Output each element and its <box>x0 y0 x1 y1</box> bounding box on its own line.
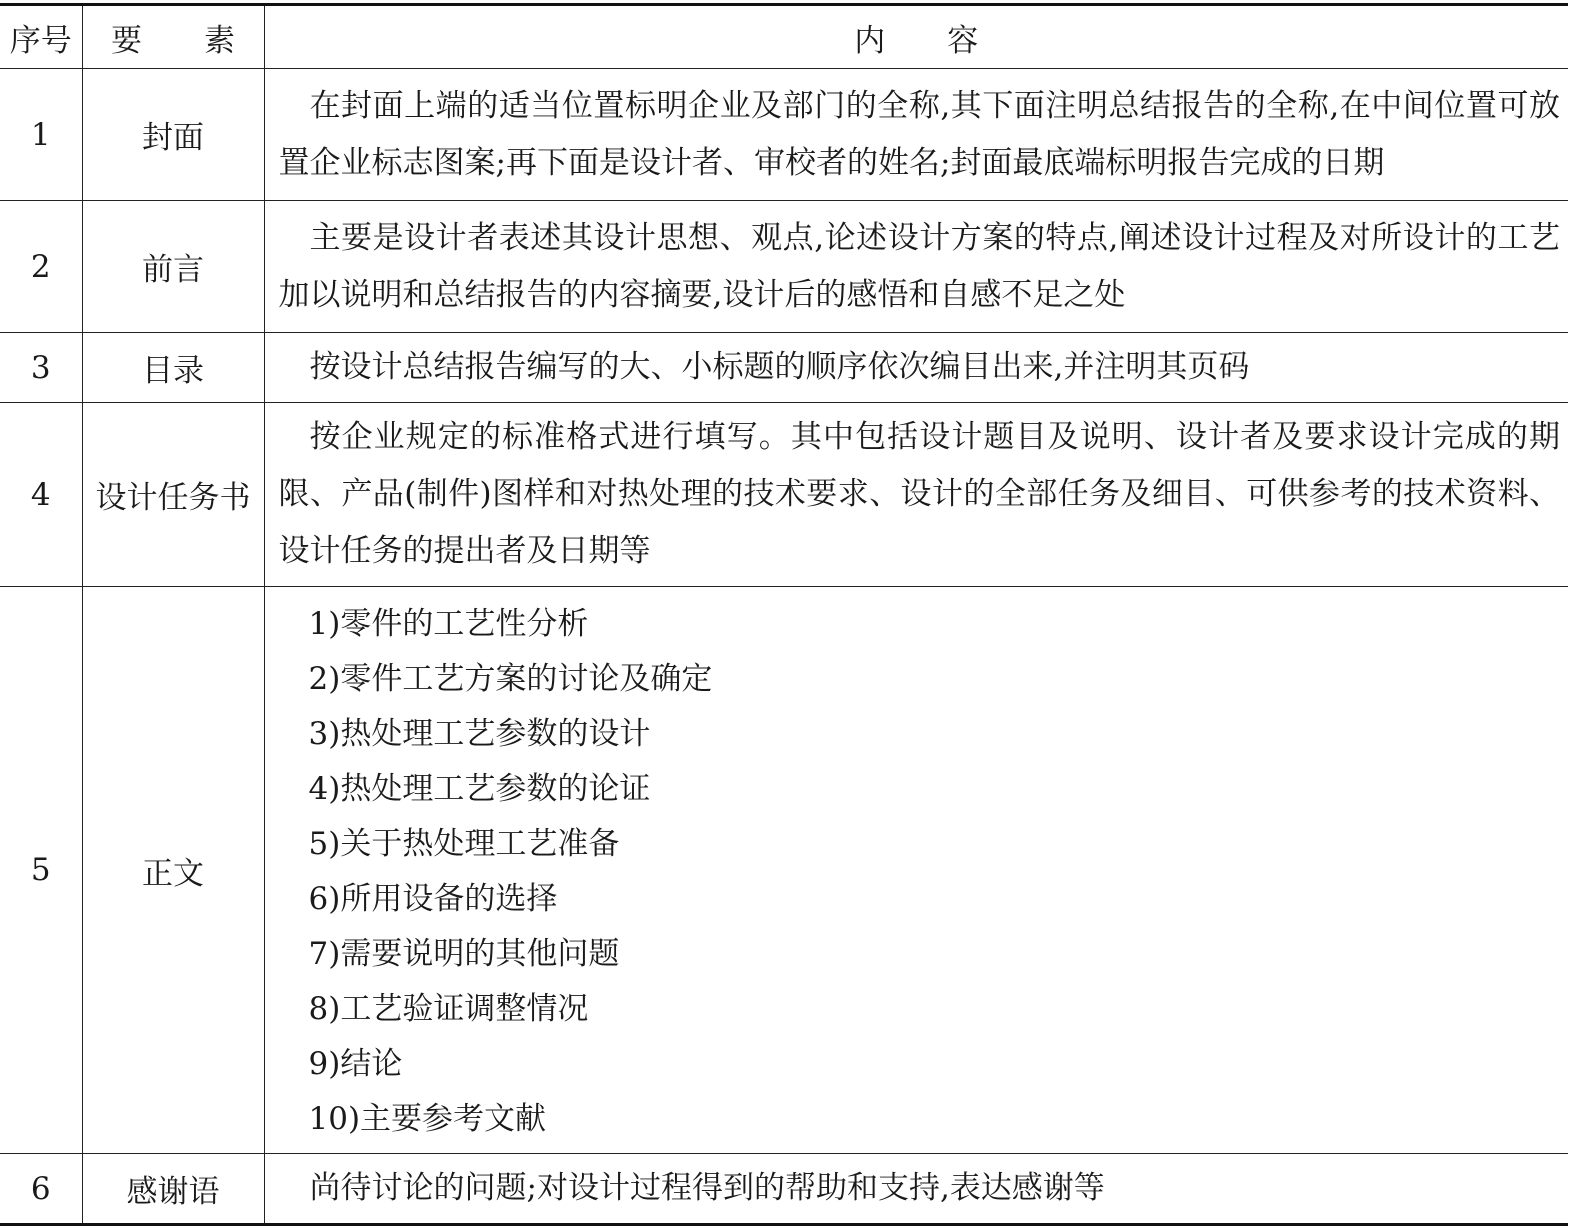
table-row <box>0 403 1568 587</box>
row-content-text: 按设计总结报告编写的大、小标题的顺序依次编目出来,并注明其页码 <box>309 349 1250 385</box>
list-item: 8)工艺验证调整情况 <box>308 991 589 1027</box>
list-item: 3)热处理工艺参数的设计 <box>308 716 651 752</box>
body-section-list <box>309 597 1561 1147</box>
list-item: 9)结论 <box>308 1046 403 1082</box>
row-content <box>264 403 1568 587</box>
row-content <box>264 69 1568 201</box>
table-row <box>0 587 1568 1154</box>
list-item: 4)热处理工艺参数的论证 <box>308 771 651 807</box>
row-content-text: 尚待讨论的问题;对设计过程得到的帮助和支持,表达感谢等 <box>309 1170 1105 1206</box>
table-body <box>0 69 1568 1225</box>
table-row <box>0 69 1568 201</box>
list-item: 1)零件的工艺性分析 <box>308 606 589 642</box>
row-element: 封面 <box>82 69 264 201</box>
table-row <box>0 201 1568 333</box>
row-content-list <box>264 587 1568 1154</box>
table-row <box>0 333 1568 403</box>
list-item: 6)所用设备的选择 <box>308 881 558 917</box>
list-item: 5)关于热处理工艺准备 <box>308 826 620 862</box>
header-content: 内 容 <box>264 5 1568 69</box>
row-element: 前言 <box>82 201 264 333</box>
row-index: 6 <box>0 1154 82 1225</box>
header-element: 要 素 <box>82 5 264 69</box>
row-content <box>264 201 1568 333</box>
report-structure-table-wrapper <box>0 3 1568 1226</box>
list-item: 7)需要说明的其他问题 <box>308 936 620 972</box>
row-content-text: 主要是设计者表述其设计思想、观点,论述设计方案的特点,阐述设计过程及对所设计的工艺加以说明和总结报告的内容摘要,设计后的感悟和自感不足之处 <box>278 219 1560 313</box>
row-content <box>264 333 1568 403</box>
row-content-text: 按企业规定的标准格式进行填写。其中包括设计题目及说明、设计者及要求设计完成的期限、产品(制件)图样和对热处理的技术要求、设计的全部任务及细目、可供参考的技术资料、设计任务的提出者及日期等 <box>278 419 1560 569</box>
row-index: 3 <box>0 333 82 403</box>
report-structure-table <box>0 3 1568 1226</box>
row-element: 设计任务书 <box>82 403 264 587</box>
row-element: 正文 <box>82 587 264 1154</box>
row-index: 5 <box>0 587 82 1154</box>
row-content-text: 在封面上端的适当位置标明企业及部门的全称,其下面注明总结报告的全称,在中间位置可放置企业标志图案;再下面是设计者、审校者的姓名;封面最底端标明报告完成的日期 <box>278 87 1560 181</box>
row-element: 目录 <box>82 333 264 403</box>
row-index: 4 <box>0 403 82 587</box>
header-index: 序号 <box>0 5 82 69</box>
row-index: 1 <box>0 69 82 201</box>
list-item: 2)零件工艺方案的讨论及确定 <box>308 661 713 697</box>
header-row <box>0 5 1568 69</box>
list-item: 10)主要参考文献 <box>308 1101 547 1137</box>
row-element: 感谢语 <box>82 1154 264 1225</box>
table-header <box>0 5 1568 69</box>
row-index: 2 <box>0 201 82 333</box>
